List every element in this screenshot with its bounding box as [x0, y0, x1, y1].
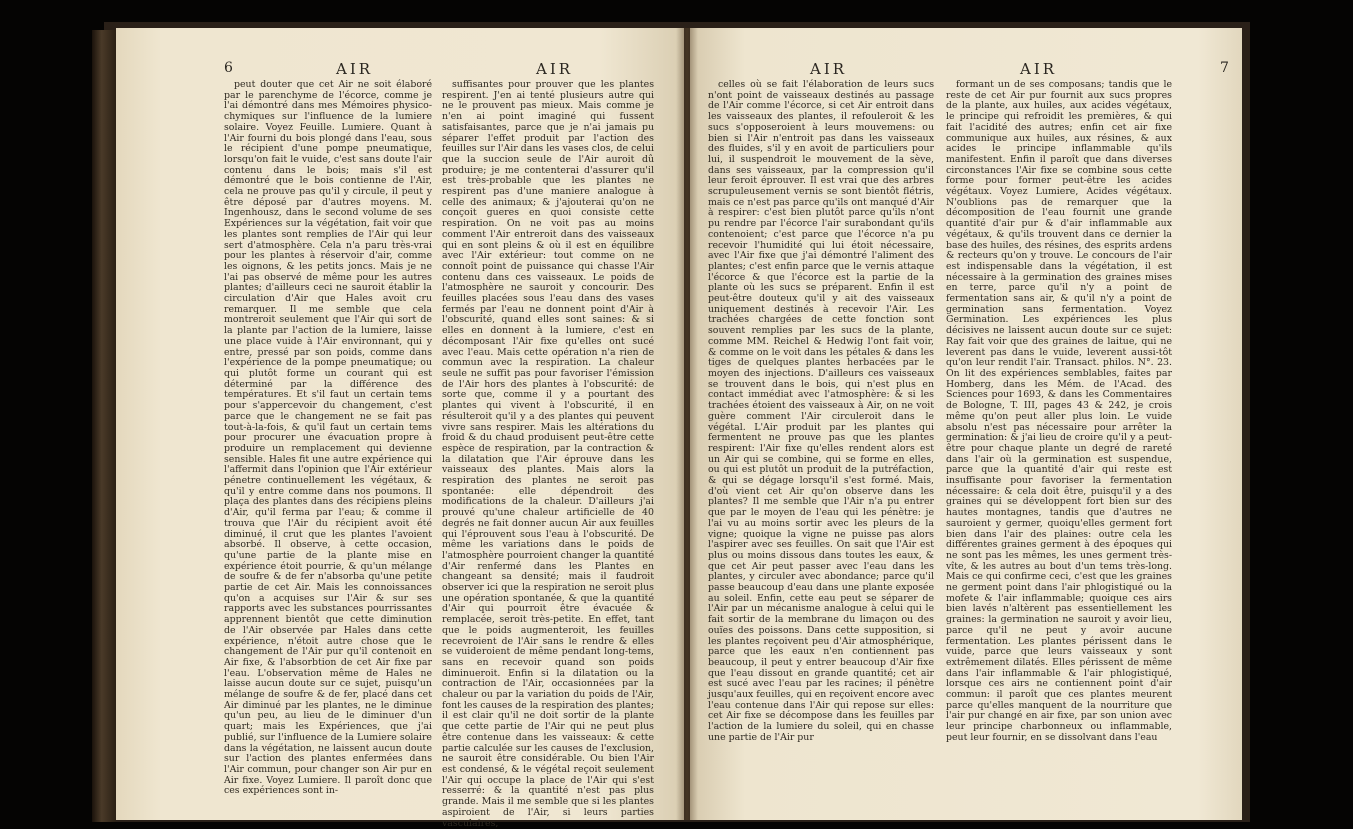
column-text: celles où se fait l'élaboration de leurs sucs n'ont point de vaisseaux destinés au passage de l'Air comme l'écorce, si cet Air entroit dans les vaisseaux des plantes, il refouleroit & les sucs s'opposeroient à leurs mouvemens: ou bien si l'Air n'entroit pas dans les vaisseaux des fluides, s'il y en avoit de particuliers pour lui, il suspendroit le mouvement de la sève, dans ses vaisseaux, par la compression qu'il leur feroit éprouver. Il est vrai que des arbres scrupuleusement vernis se sont bientôt flétris, mais ce n'est pas parce qu'ils ont manqué d'Air à respirer: c'est bien plutôt parce qu'ils n'ont pu rendre par l'écorce l'air surabondant qu'ils contenoient; c'est parce que l'écorce n'a pu recevoir l'humidité qui lui étoit nécessaire, avec l'Air fixe que j'ai démontré l'aliment des plantes; c'est enfin parce que le vernis attaque l'écorce & que l'écorce est la partie de la plante où les sucs se préparent. Enfin il est peut-être douteux qu'il y ait des vaisseaux uniquement destinés à recevoir l'Air. Les trachées chargées de cette fonction sont souvent remplies par les sucs de la plante, comme MM. Reichel & Hedwig l'ont fait voir, & comme on le voit dans les pétales & dans les tiges de quelques plantes herbacées par le moyen des injections. D'ailleurs ces vaisseaux se trouvent dans le bois, qui n'est plus en contact immédiat avec l'atmosphère: & si les trachées étoient des vaisseaux à Air, on ne voit guère comment l'Air circuleroit dans le végétal. L'Air produit par les plantes qui fermentent ne prouve pas que les plantes respirent: l'Air fixe qu'elles rendent alors est un Air qui se combine, qui se forme en elles, ou qui est plutôt un produit de la putréfaction, & qui se dégage lorsqu'il s'est formé. Mais, d'où vient cet Air qu'on observe dans les plantes? Il me semble que l'Air n'a pu entrer que par le moyen de l'eau qui les pénètre: je l'ai vu au moins sortir avec les pleurs de la vigne; quoique la vigne ne puisse pas alors l'aspirer avec ses feuilles. On sait que l'Air est plus ou moins dissous dans toutes les eaux, & que cet Air peut passer avec l'eau dans les plantes, y circuler avec abondance; parce qu'il passe beaucoup d'eau dans une plante exposée au soleil. Enfin, cette eau peut se séparer de l'Air par un mécanisme analogue à celui qui le fait sortir de la membrane du limaçon ou des ouïes des poissons. Dans cette supposition, si les plantes reçoivent peu d'Air atmosphérique, parce que les eaux n'en contiennent pas beaucoup, il peut y entrer beaucoup d'Air fixe que l'eau dissout en grande quantité; cet air est sucé avec l'eau par les racines; il pénètre jusqu'aux feuilles, qui en reçoivent encore avec l'eau contenue dans l'Air qui repose sur elles: cet Air fixe se décompose dans les feuilles par l'action de la lumiere du soleil, qui en chasse une partie de l'Air pur [708, 79, 934, 743]
page-number: 6 [224, 60, 236, 76]
left-page-column-2 [442, 79, 654, 829]
right-page-column-2 [946, 80, 1172, 810]
column-text: peut douter que cet Air ne soit élaboré par le parenchyme de l'écorce, comme je l'ai démontré dans mes Mémoires physico-chymiques sur l'influence de la lumiere solaire. Voyez Feuille. Lumiere. Quant à l'Air fourni du bois plongé dans l'eau, sous le récipient d'une pompe pneumatique, lorsqu'on fait le vuide, c'est sans doute l'air contenu dans le bois; mais s'il est démontré que le bois contienne de l'Air, cela ne prouve pas qu'il y circule, il peut y être déposé par d'autres moyens. M. Ingenhousz, dans le second volume de ses Expériences sur la végétation, fait voir que les plantes sont remplies de l'Air qui leur sert d'atmosphère. Cela n'a paru très-vrai pour les plantes à réservoir d'air, comme les oignons, & les petits joncs. Mais je ne l'ai pas observé de même pour les autres plantes; d'ailleurs ceci ne sauroit établir la circulation d'Air que Hales avoit cru remarquer. Il me semble que cela montreroit seulement que l'Air qui sort de la plante par l'action de la lumiere, laisse une place vuide à l'Air environnant, qui y entre, pressé par son poids, comme dans l'expérience de la pompe pneumatique; ou qui plutôt forme un courant qui est déterminé par la différence des températures. Et s'il faut un certain tems pour s'appercevoir du changement, c'est parce que le changement ne se fait pas tout-à-la-fois, & qu'il faut un certain tems pour procurer une évacuation propre à produire un remplacement qui devienne sensible. Hales fit une autre expérience qui l'affermit dans l'opinion que l'Air extérieur pénetre continuellement les végétaux, & qu'il y entre comme dans nos poumons. Il plaça des plantes dans des récipiens pleins d'Air, qu'il ferma par l'eau; & comme il trouva que l'Air du récipient avoit été diminué, il crut que les plantes l'avoient absorbé. Il observe, à cette occasion, qu'une partie de la plante mise en expérience étoit pourrie, & qu'un mélange de soufre & de fer n'absorba qu'une petite partie de cet Air. Mais les connoissances qu'on a acquises sur l'Air & sur ses rapports avec les substances pourrissantes apprennent bientôt que cette diminution de l'Air observée par Hales dans cette expérience, n'étoit autre chose que le changement de l'Air pur qu'il contenoit en Air fixe, & l'absorbtion de cet Air fixe par l'eau. L'observation même de Hales ne laisse aucun doute sur ce sujet, puisqu'un mélange de soufre & de fer, placé dans cet Air diminué par les plantes, ne le diminue qu'un peu, au lieu de le diminuer d'un quart; mais les Expériences, que j'ai publié, sur l'influence de la Lumiere solaire dans la végétation, ne laissent aucun doute sur l'action des plantes enfermées dans l'Air commun, pour changer son Air pur en Air fixe. Voyez Lumiere. Il paroît donc que ces expériences sont in- [224, 79, 432, 797]
right-page [690, 28, 1242, 820]
running-head: AIR [810, 60, 848, 78]
running-head-right-column: AIR [536, 60, 574, 78]
left-page-column-1 [224, 80, 432, 810]
column-text: formant un de ses composans; tandis que le reste de cet Air pur fournit aux sucs propres de la plante, aux huiles, aux acides végétaux, le principe qui refroidit les premières, & qui fait l'acidité des autres; enfin cet air fixe communique aux huiles, aux résines, & aux acides le principe inflammable qu'ils manifestent. Enfin il paroît que dans diverses circonstances l'Air fixe se combine sous cette forme pour former peut-être les acides végétaux. Voyez Lumiere, Acides végétaux. N'oublions pas de remarquer que la décomposition de l'eau fournit une grande quantité d'air pur & d'air inflammable aux végétaux, & qu'ils trouvent dans ce dernier la base des huiles, des résines, des esprits ardens & recteurs qu'on y trouve. Le concours de l'air est indispensable dans la végétation, il est nécessaire à la germination des graines mises en terre, parce qu'il n'y a point de fermentation sans air, & qu'il n'y a point de germination sans fermentation. Voyez Germination. Les expériences les plus décisives ne laissent aucun doute sur ce sujet: Ray fait voir que des graines de laitue, qui ne leverent pas dans le vuide, leverent aussi-tôt qu'on leur rendit l'air. Transact. philos. N°. 23. On lit des expériences semblables, faites par Homberg, dans les Mém. de l'Acad. des Sciences pour 1693, & dans les Commentaires de Bologne, T. III, pages 43 & 242, je crois même qu'on peut aller plus loin. Le vuide absolu n'est pas nécessaire pour arrêter la germination: & j'ai lieu de croire qu'il y a peut-être pour chaque plante un degré de rareté dans l'air où la germination est suspendue, parce que la quantité d'air qui reste est insuffisante pour favoriser la fermentation nécessaire: & cela doit être, puisqu'il y a des graines qui se développent fort bien sur des hautes montagnes, tandis que d'autres ne sauroient y germer, quoiqu'elles germent fort bien dans l'air des plaines: outre cela les différentes graines germent à des époques qui ne sont pas les mêmes, les unes germent très-vîte, & les autres au bout d'un tems très-long. Mais ce qui confirme ceci, c'est que les graines ne germent point dans l'air phlogistiqué ou la mofete & l'air inflammable; quoique ces airs bien lavés n'altèrent pas essentiellement les graines: la germination ne sauroit y avoir lieu, parce qu'il ne peut y avoir aucune fermentation. Les plantes périssent dans le vuide, parce que leurs vaisseaux y sont extrêmement dilatés. Elles périssent de même dans l'air inflammable & l'air phlogistiqué, lorsque ces airs ne contiennent point d'air commun: il paroît que ces plantes meurent parce qu'elles manquent de la nourriture que l'air pur changé en air fixe, par son union avec leur principe charbonneux ou inflammable, peut leur fournir, en se dissolvant dans l'eau [946, 79, 1172, 743]
left-page [116, 28, 684, 829]
book-gutter [676, 28, 698, 820]
book-binding [92, 30, 116, 822]
running-head: AIR [336, 60, 374, 78]
right-page-column-1 [708, 80, 934, 810]
column-text: suffisantes pour prouver que les plantes respirent. J'en ai tenté plusieurs autre qui ne le prouvent pas mieux. Mais comme je n'en ai point imaginé qui fussent satisfaisantes, parce que je n'ai jamais pu séparer l'effet produit par l'action des feuilles sur l'Air dans les vases clos, de celui que la succion seule de l'Air auroit dû produire; je me contenterai d'assurer qu'il est très-probable que les plantes ne respirent pas d'une maniere analogue à celle des animaux; & j'ajouterai qu'on ne conçoit gueres en quoi consiste cette respiration. On ne voit pas au moins comment l'Air entreroit dans des vaisseaux qui en sont pleins & où il est en équilibre avec l'Air extérieur: tout comme on ne connoît point de puissance qui chasse l'Air contenu dans ces vaisseaux. Le poids de l'atmosphère ne sauroit y concourir. Des feuilles placées sous l'eau dans des vases fermés par l'eau ne donnent point d'Air à l'obscurité, quand elles sont saines: & si elles en donnent à la lumiere, c'est en décomposant l'Air fixe qu'elles ont sucé avec l'eau. Mais cette opération n'a rien de commun avec la respiration. La chaleur seule ne suffit pas pour favoriser l'émission de l'Air hors des plantes à l'obscurité: de sorte que, comme il y a pourtant des plantes qui vivent à l'obscurité, il en résulteroit qu'il y a des plantes qui peuvent vivre sans respirer. Mais les altérations du froid & du chaud produisent peut-être cette espèce de respiration, par la contraction & la dilatation que l'Air éprouve dans les vaisseaux des plantes. Mais alors la respiration des plantes ne seroit pas spontanée: elle dépendroit des modifications de la chaleur. D'ailleurs j'ai prouvé qu'une chaleur artificielle de 40 degrés ne fait donner aucun Air aux feuilles qui l'éprouvent sous l'eau à l'obscurité. De même les variations dans le poids de l'atmosphère pourroient changer la quantité d'Air renfermé dans les Plantes en changeant sa densité; mais il faudroit observer ici que la respiration ne seroit plus une opération spontanée, & que la quantité d'Air qui pourroit être évacuée & remplacée, seroit très-petite. En effet, tant que le poids augmenteroit, les feuilles recevroient de l'Air sans le rendre & elles se vuideroient de même pendant long-tems, sans en recevoir quand son poids diminueroit. Enfin si la dilatation ou la contraction de l'Air, occasionnées par la chaleur ou par la variation du poids de l'Air, font les causes de la respiration des plantes; il est clair qu'il ne doit sortir de la plante que cette partie de l'Air qui ne peut plus être contenue dans les vaisseaux: & cette partie calculée sur les causes de l'exclusion, ne sauroit être considérable. Ou bien l'Air est condensé, & le végétal reçoit seulement l'Air qui occupe la place de l'Air qui s'est resserré: & la quantité n'est pas plus grande. Mais il me semble que si les plantes aspiroient de l'Air, si leurs parties vasculaires, [442, 79, 654, 829]
page-number: 7 [1220, 60, 1232, 76]
running-head-right-column: AIR [1020, 60, 1058, 78]
